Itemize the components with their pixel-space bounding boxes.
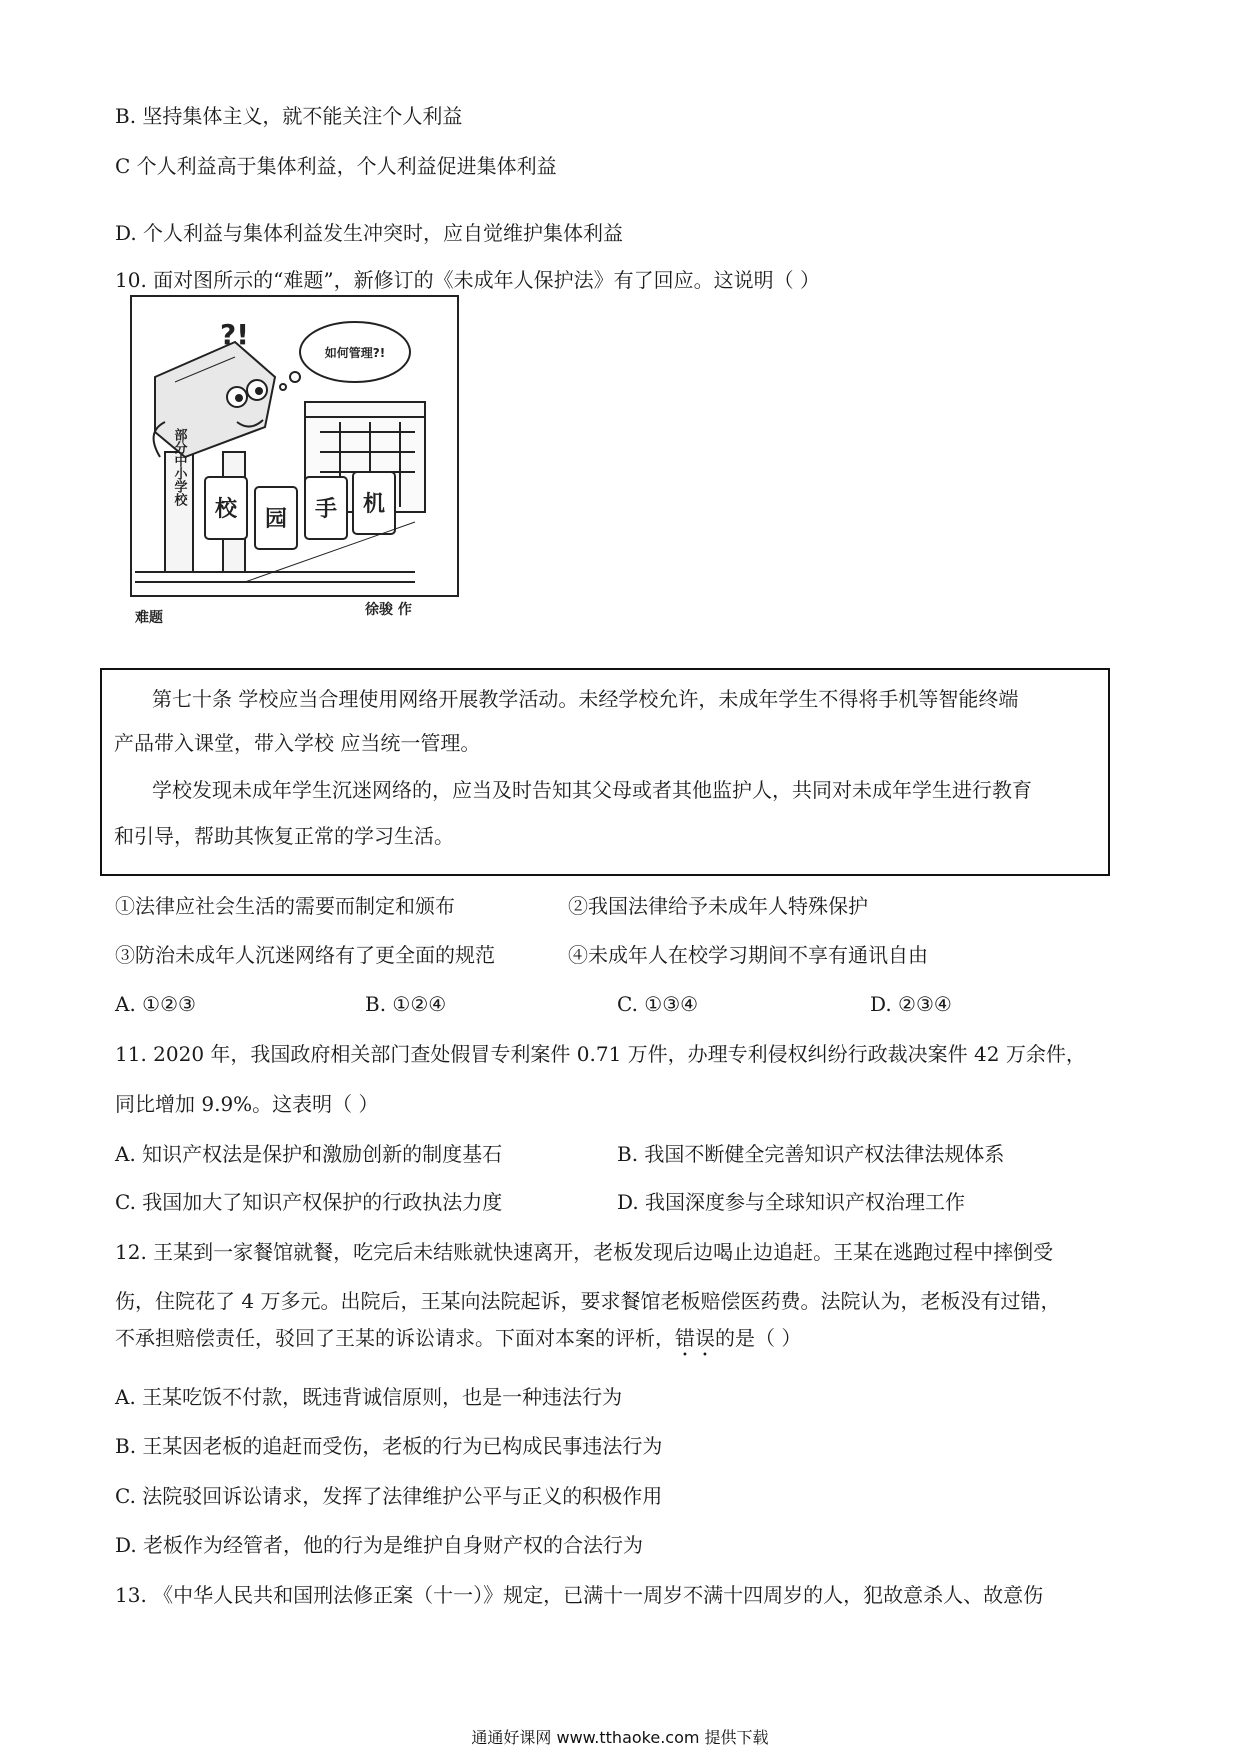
cartoon-gate-label: 部分中小学校 [171,428,187,506]
phone-char-4: 机 [362,492,386,517]
q11-option-a: A. 知识产权法是保护和激励创新的制度基石 [115,1142,503,1166]
q12-option-b: B. 王某因老板的追赶而受伤，老板的行为已构成民事违法行为 [115,1434,663,1458]
q10-statement-1: ①法律应社会生活的需要而制定和颁布 [115,894,455,918]
phone-char-1: 校 [214,497,238,522]
cartoon-exclaim: ?! [220,318,250,351]
law-article-line-3: 学校发现未成年学生沉迷网络的，应当及时告知其父母或者其他监护人，共同对未成年学生进行教育 [152,778,1032,802]
cartoon-speech-bubble: 如何管理?! [324,346,386,360]
q10-option-a: A. ①②③ [115,992,196,1016]
q10-stem: 10. 面对图所示的“难题”，新修订的《未成年人保护法》有了回应。这说明（ ） [115,268,820,292]
law-article-line-1: 第七十条 学校应当合理使用网络开展教学活动。未经学校允许，未成年学生不得将手机等智能终端 [152,687,1019,711]
q10-option-d: D. ②③④ [870,992,952,1016]
q12-option-d: D. 老板作为经管者，他的行为是维护自身财产权的合法行为 [115,1533,644,1557]
q10-statement-4: ④未成年人在校学习期间不享有通讯自由 [568,943,928,967]
q11-option-d: D. 我国深度参与全球知识产权治理工作 [617,1190,966,1214]
cartoon-image [125,282,470,642]
law-article-line-4: 和引导，帮助其恢复正常的学习生活。 [114,824,454,848]
law-text-box [100,668,1110,876]
law-article-line-2: 产品带入课堂，带入学校 应当统一管理。 [114,731,481,755]
q13-stem-line-1: 13. 《中华人民共和国刑法修正案（十一）》规定，已满十一周岁不满十四周岁的人，犯故意杀人、故意伤 [115,1583,1044,1607]
q12-stem-line-3-post: 的是（ ） [715,1326,802,1350]
q12-stem-line-1: 12. 王某到一家餐馆就餐，吃完后未结账就快速离开，老板发现后边喝止边追赶。王某在逃跑过程中摔倒受 [115,1240,1054,1264]
q9-option-d: D. 个人利益与集体利益发生冲突时，应自觉维护集体利益 [115,221,624,245]
q12-stem-line-2: 伤，住院花了 4 万多元。出院后，王某向法院起诉，要求餐馆老板赔偿医药费。法院认为，老板没有过错， [115,1289,1061,1313]
q12-stem-line-3-pre: 不承担赔偿责任，驳回了王某的诉讼请求。下面对本案的评析， [115,1326,675,1350]
q12-emphasis-wrong: 错误 [675,1326,715,1350]
q9-option-c: C 个人利益高于集体利益，个人利益促进集体利益 [115,154,557,178]
q10-statement-3: ③防治未成年人沉迷网络有了更全面的规范 [115,943,495,967]
phone-char-3: 手 [314,497,338,522]
q11-option-b: B. 我国不断健全完善知识产权法律法规体系 [617,1142,1005,1166]
q9-option-b: B. 坚持集体主义，就不能关注个人利益 [115,104,463,128]
cartoon-caption-title: 难题 [135,610,163,626]
footer-watermark: 通通好课网 www.tthaoke.com 提供下载 [471,1728,769,1747]
q10-option-c: C. ①③④ [617,992,699,1016]
q11-stem-line-1: 11. 2020 年，我国政府相关部门查处假冒专利案件 0.71 万件，办理专利侵权纠纷行政裁决案件 42 万余件， [115,1042,1086,1066]
q12-option-c: C. 法院驳回诉讼请求，发挥了法律维护公平与正义的积极作用 [115,1484,663,1508]
phone-char-2: 园 [264,507,288,532]
q12-option-a: A. 王某吃饭不付款，既违背诚信原则，也是一种违法行为 [115,1385,623,1409]
q10-statement-2: ②我国法律给予未成年人特殊保护 [568,894,868,918]
q11-option-c: C. 我国加大了知识产权保护的行政执法力度 [115,1190,503,1214]
q11-stem-line-2: 同比增加 9.9%。这表明（ ） [115,1092,379,1116]
q12-stem-line-3 [115,1325,801,1361]
q10-option-b: B. ①②④ [365,992,447,1016]
cartoon-caption-author: 徐骏 作 [365,602,412,618]
